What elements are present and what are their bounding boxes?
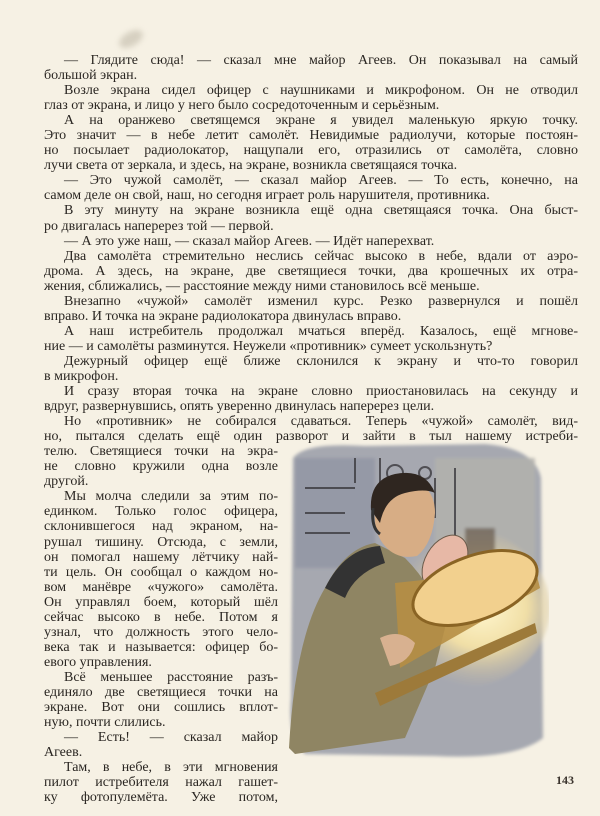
paragraph-13-line: сейчас высоко в небе. Потом я xyxy=(44,609,278,625)
paragraph-13-line: Он управлял боем, который шёл xyxy=(44,594,278,610)
paragraph-16-line: ку фотопулемёта. Уже потом, xyxy=(44,790,278,806)
paragraph-16-line: пилот истребителя нажал гашет- xyxy=(44,775,278,791)
paragraph-16-line: Там, в небе, в эти мгновения xyxy=(64,760,278,776)
paragraph-3-line: Это значит — в небе летит самолёт. Невидимые радиолучи, которые постоян- xyxy=(44,128,578,144)
paragraph-2-line: глаз от экрана, и лицо у него было сосредоточенным и серьёзным. xyxy=(44,98,440,114)
paragraph-12-line: телю. Светящиеся точки на экра- xyxy=(44,444,278,460)
paragraph-3-line: А на оранжево светящемся экране я увидел маленькую яркую точку. xyxy=(64,113,578,129)
paper-smudge xyxy=(116,26,146,51)
paragraph-5-line: ро двигалась наперерез той — первой. xyxy=(44,218,274,234)
paragraph-12-line: но, пытался сделать ещё один разворот и зайти в тыл нашему истреби- xyxy=(44,429,578,445)
paragraph-1-line: — Глядите сюда! — сказал мне майор Агеев. Он показывал на самый xyxy=(64,53,578,68)
paragraph-13-line: Мы молча следили за этим по- xyxy=(64,489,278,505)
page-number: 143 xyxy=(556,773,574,787)
paragraph-12-line: другой. xyxy=(44,474,89,490)
paragraph-13-line: узнал, что должность этого чело- xyxy=(44,624,278,640)
paragraph-4-line: самом деле он свой, наш, но сегодня играет роль нарушителя, противника. xyxy=(44,188,490,204)
paragraph-12-line: Но «противник» не собирался сдаваться. Теперь «чужой» самолёт, вид- xyxy=(64,414,578,430)
paragraph-10-line: Дежурный офицер ещё ближе склонился к экрану и что-то говорил xyxy=(64,353,578,369)
paragraph-3-line: лучи света от зеркала, и здесь, на экране, возникла светящаяся точка. xyxy=(44,158,458,174)
paragraph-2-line: Возле экрана сидел офицер с наушниками и микрофоном. Он не отводил xyxy=(64,83,578,99)
paragraph-14-line: ную, почти слились. xyxy=(44,715,166,731)
illustration-radar-officer xyxy=(285,438,549,762)
paragraph-13-line: единком. Только голос офицера, xyxy=(44,504,278,520)
paragraph-13-line: ти цель. Он сообщал о каждом но- xyxy=(44,564,278,580)
paragraph-13-line: он помогал нашему лётчику най- xyxy=(44,549,278,565)
paragraph-14-line: экране. Вот они сошлись вплот- xyxy=(44,700,278,716)
paragraph-7-line: дрома. А здесь, на экране, две светящиеся точки, два крошечных их отра- xyxy=(44,263,578,279)
paragraph-9-line: ние — и самолёты разминутся. Неужели «противник» сумеет ускользнуть? xyxy=(44,338,493,354)
paragraph-13-line: евого управления. xyxy=(44,654,152,670)
paragraph-4-line: — Это чужой самолёт, — сказал майор Агеев. — То есть, конечно, на xyxy=(64,173,578,189)
paragraph-15-line: Агеев. xyxy=(44,745,83,761)
paragraph-13-line: века так и называется: офицер бо- xyxy=(44,639,278,655)
paragraph-7-line: Два самолёта стремительно неслись сейчас высоко в небе, вдали от аэро- xyxy=(64,248,578,264)
paragraph-13-line: вом манёвре «чужого» самолёта. xyxy=(44,579,278,595)
paragraph-14-line: Всё меньшее расстояние разъ- xyxy=(64,669,278,685)
paragraph-1-line: большой экран. xyxy=(44,68,138,84)
paragraph-3-line: но посылает радиолокатор, нащупали его, отразились от самолёта, словно xyxy=(44,143,578,159)
paragraph-5-line: В эту минуту на экране возникла ещё одна светящаяся точка. Она быст- xyxy=(64,203,578,219)
paragraph-11-line: И сразу вторая точка на экране словно приостановилась на секунду и xyxy=(64,384,578,400)
paragraph-7-line: жения, сближались, — расстояние между ними становилось всё меньше. xyxy=(44,278,480,294)
paragraph-14-line: единяло две светящиеся точки на xyxy=(44,684,278,700)
paragraph-6-line: — А это уже наш, — сказал майор Агеев. — Идёт наперехват. xyxy=(64,233,435,249)
paragraph-10-line: в микрофон. xyxy=(44,368,119,384)
paragraph-12-line: не словно кружили одна возле xyxy=(44,459,278,475)
paragraph-8-line: вправо. И точка на экране радиолокатора двинулась вправо. xyxy=(44,308,402,324)
paragraph-15-line: — Есть! — сказал майор xyxy=(64,730,278,746)
paragraph-11-line: вдруг, развернувшись, опять уверенно двинулась наперерез цели. xyxy=(44,399,435,415)
paragraph-8-line: Внезапно «чужой» самолёт изменил курс. Резко развернулся и пошёл xyxy=(64,293,578,309)
paragraph-9-line: А наш истребитель продолжал мчаться вперёд. Казалось, ещё мгнове- xyxy=(64,323,578,339)
paragraph-13-line: склонившегося над экраном, на- xyxy=(44,519,278,535)
paragraph-13-line: рушал тишину. Отсюда, с земли, xyxy=(44,534,278,550)
